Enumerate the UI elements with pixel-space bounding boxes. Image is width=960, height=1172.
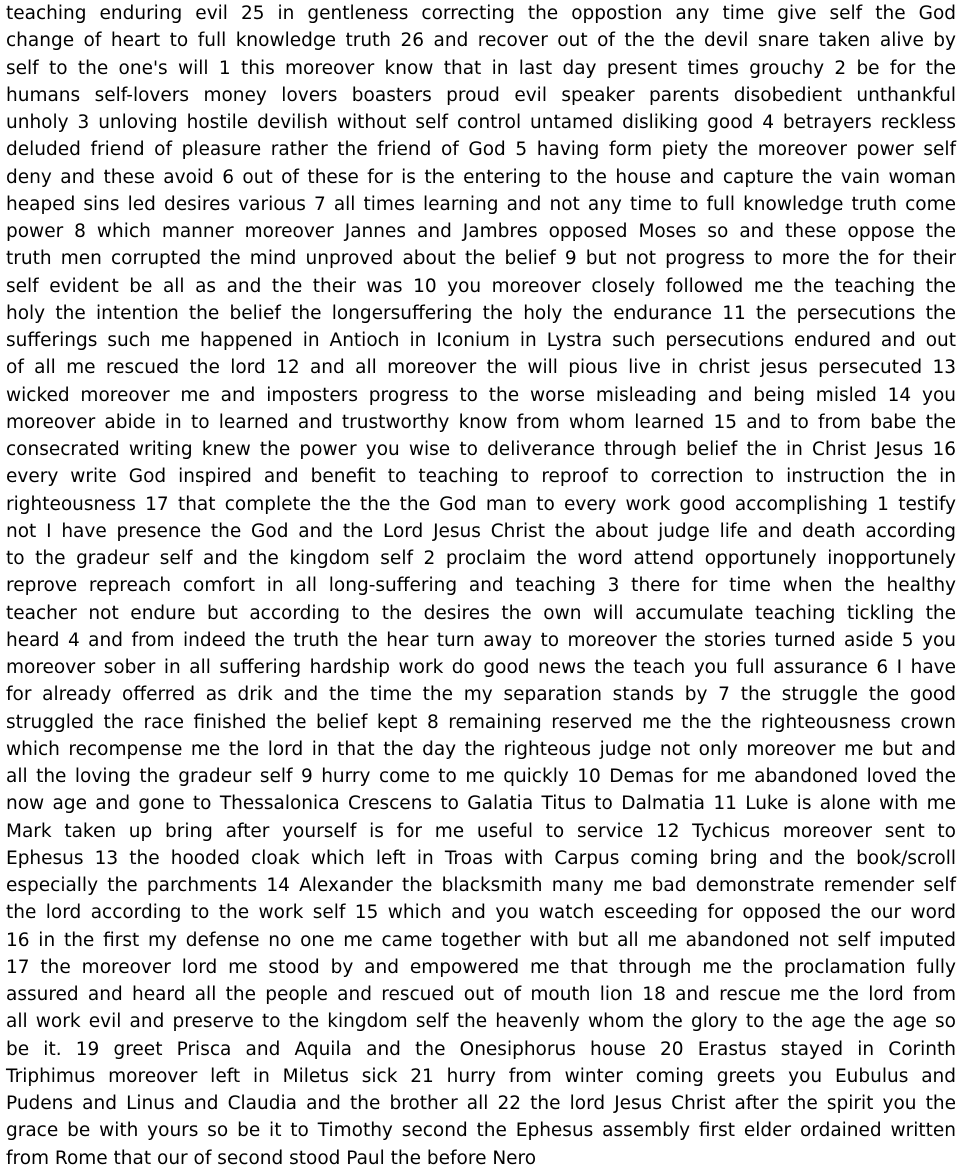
text-line-40: Triphimus moreover left in Miletus sick 21 hurry from winter coming greets you Eubulus and <box>6 1065 956 1087</box>
text-line-24: heard 4 and from indeed the truth the hear turn away to moreover the stories turned aside 5 you <box>6 629 956 651</box>
text-line-38: all work evil and preserve to the kingdom self the heavenly whom the glory to the age the age so <box>6 1011 956 1033</box>
text-line-42: grace be with yours so be it to Timothy second the Ephesus assembly first elder ordained written <box>6 1120 956 1142</box>
text-line-4: humans self-lovers money lovers boasters proud evil speaker parents disobedient unthankful <box>6 84 956 106</box>
text-line-39: be it. 19 greet Prisca and Aquila and the Onesiphorus house 20 Erastus stayed in Corinth <box>6 1038 956 1060</box>
text-line-27: struggled the race finished the belief kept 8 remaining reserved me the the righteousness crown <box>6 711 956 733</box>
text-line-7: deny and these avoid 6 out of these for is the entering to the house and capture the vain woman <box>6 166 956 188</box>
text-line-43: from Rome that our of second stood Paul the before Nero <box>6 1147 537 1169</box>
text-line-30: now age and gone to Thessalonica Crescens to Galatia Titus to Dalmatia 11 Luke is alone with me <box>6 793 956 815</box>
text-line-23: teacher not endure but according to the desires the own will accumulate teaching tickling the <box>6 602 956 624</box>
text-line-25: moreover sober in all suffering hardship work do good news the teach you full assurance 6 I have <box>6 657 956 678</box>
text-line-28: which recompense me the lord in that the day the righteous judge not only moreover me but and <box>6 738 956 760</box>
text-line-37: assured and heard all the people and rescued out of mouth lion 18 and rescue me the lord from <box>6 984 956 1005</box>
text-line-14: of all me rescued the lord 12 and all moreover the will pious live in christ jesus persecuted 13 <box>6 357 956 379</box>
text-line-32: Ephesus 13 the hooded cloak which left in Troas with Carpus coming bring and the book/scroll <box>6 847 956 869</box>
text-line-35: 16 in the first my defense no one me came together with but all me abandoned not self imputed <box>6 929 956 951</box>
text-line-26: for already offerred as drik and the time the my separation stands by 7 the struggle the good <box>6 684 956 706</box>
text-line-12: holy the intention the belief the longersuffering the holy the endurance 11 the persecutions the <box>6 302 956 324</box>
text-line-16: moreover abide in to learned and trustworthy know from whom learned 15 and to from babe the <box>6 411 956 433</box>
text-line-41: Pudens and Linus and Claudia and the brother all 22 the lord Jesus Christ after the spirit you the <box>6 1093 956 1114</box>
text-line-29: all the loving the gradeur self 9 hurry come to me quickly 10 Demas for me abandoned loved the <box>6 766 956 787</box>
text-line-1: teaching enduring evil 25 in gentleness correcting the oppostion any time give self the God <box>6 3 956 24</box>
text-line-9: power 8 which manner moreover Jannes and Jambres opposed Moses so and these oppose the <box>6 221 956 242</box>
text-line-11: self evident be all as and the their was 10 you moreover closely followed me the teaching the <box>6 275 956 297</box>
text-line-18: every write God inspired and benefit to teaching to reproof to correction to instruction the in <box>6 466 956 488</box>
text-line-36: 17 the moreover lord me stood by and empowered me that through me the proclamation fully <box>6 956 956 978</box>
text-line-8: heaped sins led desires various 7 all times learning and not any time to full knowledge truth come <box>6 193 956 215</box>
text-line-6: deluded friend of pleasure rather the friend of God 5 having form piety the moreover power self <box>6 139 956 161</box>
text-line-13: sufferings such me happened in Antioch in Iconium in Lystra such persecutions endured and out <box>6 330 956 351</box>
text-line-10: truth men corrupted the mind unproved about the belief 9 but not progress to more the for their <box>6 248 956 270</box>
text-line-15: wicked moreover me and imposters progress to the worse misleading and being misled 14 you <box>6 384 956 406</box>
text-line-31: Mark taken up bring after yourself is for me useful to service 12 Tychicus moreover sent to <box>6 820 956 842</box>
text-line-22: reprove repreach comfort in all long-suffering and teaching 3 there for time when the healthy <box>6 575 956 597</box>
text-line-3: self to the one's will 1 this moreover know that in last day present times grouchy 2 be for the <box>6 57 956 79</box>
text-line-34: the lord according to the work self 15 which and you watch esceeding for opposed the our word <box>6 902 956 924</box>
text-line-5: unholy 3 unloving hostile devilish without self control untamed disliking good 4 betrayers reckless <box>6 112 956 133</box>
text-line-2: change of heart to full knowledge truth 26 and recover out of the the devil snare taken alive by <box>6 30 956 52</box>
text-line-19: righteousness 17 that complete the the the God man to every work good accomplishing 1 testify <box>6 493 956 515</box>
text-line-17: consecrated writing knew the power you wise to deliverance through belief the in Christ Jesus 16 <box>6 439 956 460</box>
text-line-20: not I have presence the God and the Lord Jesus Christ the about judge life and death according <box>6 520 956 542</box>
text-line-21: to the gradeur self and the kingdom self 2 proclaim the word attend opportunely inopportunely <box>6 548 956 569</box>
text-line-33: especially the parchments 14 Alexander the blacksmith many me bad demonstrate remender self <box>6 875 956 896</box>
